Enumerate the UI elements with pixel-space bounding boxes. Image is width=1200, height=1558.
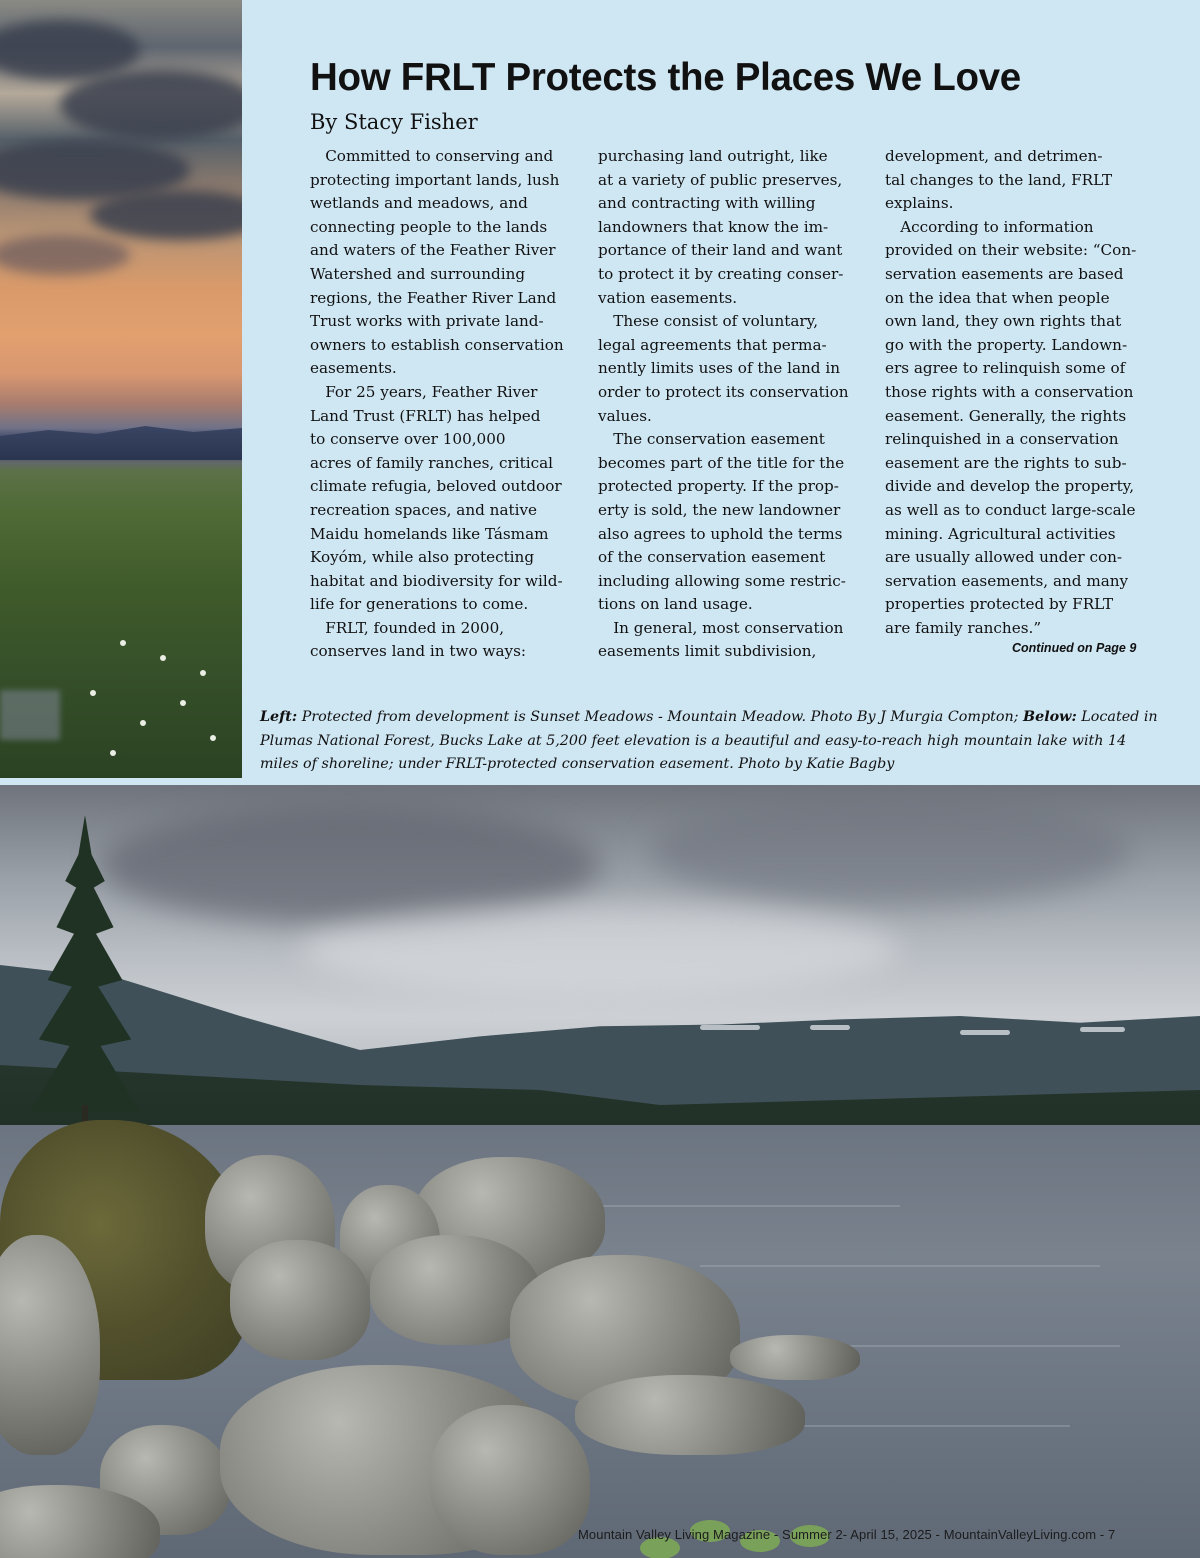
article-line: to protect it by creating conser-: [598, 264, 844, 283]
article-line: landowners that know the im-: [598, 217, 829, 236]
meadow-stream: [0, 690, 60, 740]
article-line: explains.: [885, 194, 954, 213]
article-line: easement are the rights to sub-: [885, 453, 1127, 472]
article-line: These consist of voluntary,: [598, 312, 819, 331]
article-line: FRLT, founded in 2000,: [310, 618, 505, 637]
article-line: easements limit subdivision,: [598, 642, 817, 661]
article-line: mining. Agricultural activities: [885, 524, 1116, 543]
article-column-1: [310, 145, 580, 664]
article-line: According to information: [885, 217, 1094, 236]
article-line: development, and detrimen-: [885, 147, 1103, 165]
article-line: Maidu homelands like Tásmam: [310, 524, 549, 543]
article-line: Koyóm, while also protecting: [310, 548, 535, 567]
article-line: also agrees to uphold the terms: [598, 524, 843, 543]
continued-note: Continued on Page 9: [1012, 641, 1137, 655]
caption-left-label: Left:: [260, 709, 298, 725]
boulder: [430, 1405, 590, 1555]
article-line: regions, the Feather River Land: [310, 288, 557, 307]
article-line: acres of family ranches, critical: [310, 453, 554, 472]
article-line: conserves land in two ways:: [310, 642, 526, 661]
article-line: becomes part of the title for the: [598, 453, 845, 472]
article-line: owners to establish conservation: [310, 335, 564, 354]
article-line: purchasing land outright, like: [598, 147, 828, 165]
article-line: divide and develop the property,: [885, 477, 1135, 496]
article-line: legal agreements that perma-: [598, 335, 827, 354]
caption-below-label: Below:: [1023, 709, 1077, 725]
article-line: values.: [598, 406, 652, 425]
article-line: Trust works with private land-: [310, 312, 544, 331]
article-line: vation easements.: [598, 288, 738, 307]
article-headline: How FRLT Protects the Places We Love: [310, 56, 1021, 99]
article-line: properties protected by FRLT: [885, 595, 1114, 614]
article-line: ers agree to relinquish some of: [885, 359, 1126, 378]
article-line: nently limits uses of the land in: [598, 359, 840, 378]
article-line: easements.: [310, 359, 397, 378]
article-line: Land Trust (FRLT) has helped: [310, 406, 541, 425]
photo-caption: [260, 706, 1165, 777]
article-line: erty is sold, the new landowner: [598, 500, 841, 519]
bucks-lake-photo: [0, 785, 1200, 1558]
article-line: protected property. If the prop-: [598, 477, 839, 496]
boulder: [730, 1335, 860, 1380]
article-line: of the conservation easement: [598, 548, 826, 567]
article-column-2: [598, 145, 868, 664]
article-line: connecting people to the lands: [310, 217, 548, 236]
mountain-ridge: [0, 420, 242, 460]
caption-below-text: Located in Plumas National Forest, Bucks Lake at 5,200 feet elevation is a beautiful and easy-to-reach high mountain lake with 14 miles of shoreline; under FRLT-protected conservation easement. Photo by Katie Bagby: [260, 709, 1158, 772]
article-line: relinquished in a conservation: [885, 430, 1119, 449]
article-line: portance of their land and want: [598, 241, 843, 260]
page-footer: Mountain Valley Living Magazine - Summer 2- April 15, 2025 - MountainValleyLiving.com - 7: [578, 1527, 1116, 1542]
article-line: wetlands and meadows, and: [310, 194, 528, 213]
article-line: at a variety of public preserves,: [598, 170, 843, 189]
article-line: life for generations to come.: [310, 595, 529, 614]
article-line: are usually allowed under con-: [885, 548, 1123, 567]
article-line: tions on land usage.: [598, 595, 753, 614]
article-line: including allowing some restric-: [598, 571, 846, 590]
article-line: protecting important lands, lush: [310, 170, 560, 189]
caption-left-text: Protected from development is Sunset Meadows - Mountain Meadow. Photo By J Murgia Compton;: [297, 709, 1024, 725]
article-line: servation easements are based: [885, 264, 1124, 283]
article-line: easement. Generally, the rights: [885, 406, 1127, 425]
article-line: climate refugia, beloved outdoor: [310, 477, 562, 496]
article-line: provided on their website: “Con-: [885, 241, 1137, 260]
article-line: habitat and biodiversity for wild-: [310, 571, 563, 590]
article-line: and contracting with willing: [598, 194, 816, 213]
article-line: are family ranches.”: [885, 618, 1042, 637]
boulder: [230, 1240, 370, 1360]
article-line: on the idea that when people: [885, 288, 1110, 307]
article-line: as well as to conduct large-scale: [885, 500, 1136, 519]
article-line: to conserve over 100,000: [310, 430, 506, 449]
article-line: Committed to conserving and: [310, 147, 554, 165]
article-line: servation easements, and many: [885, 571, 1129, 590]
sunset-meadows-photo: [0, 0, 242, 778]
boulder: [575, 1375, 805, 1455]
article-line: In general, most conservation: [598, 618, 844, 637]
article-line: The conservation easement: [598, 430, 825, 449]
article-line: tal changes to the land, FRLT: [885, 170, 1113, 189]
article-column-3: [885, 145, 1155, 640]
article-line: those rights with a conservation: [885, 382, 1134, 401]
article-line: Watershed and surrounding: [310, 264, 526, 283]
article-line: own land, they own rights that: [885, 312, 1122, 331]
article-line: order to protect its conservation: [598, 382, 849, 401]
article-byline: By Stacy Fisher: [310, 110, 478, 134]
article-line: recreation spaces, and native: [310, 500, 538, 519]
article-line: For 25 years, Feather River: [310, 382, 538, 401]
article: [242, 0, 1200, 778]
article-line: and waters of the Feather River: [310, 241, 556, 260]
article-line: go with the property. Landown-: [885, 335, 1128, 354]
